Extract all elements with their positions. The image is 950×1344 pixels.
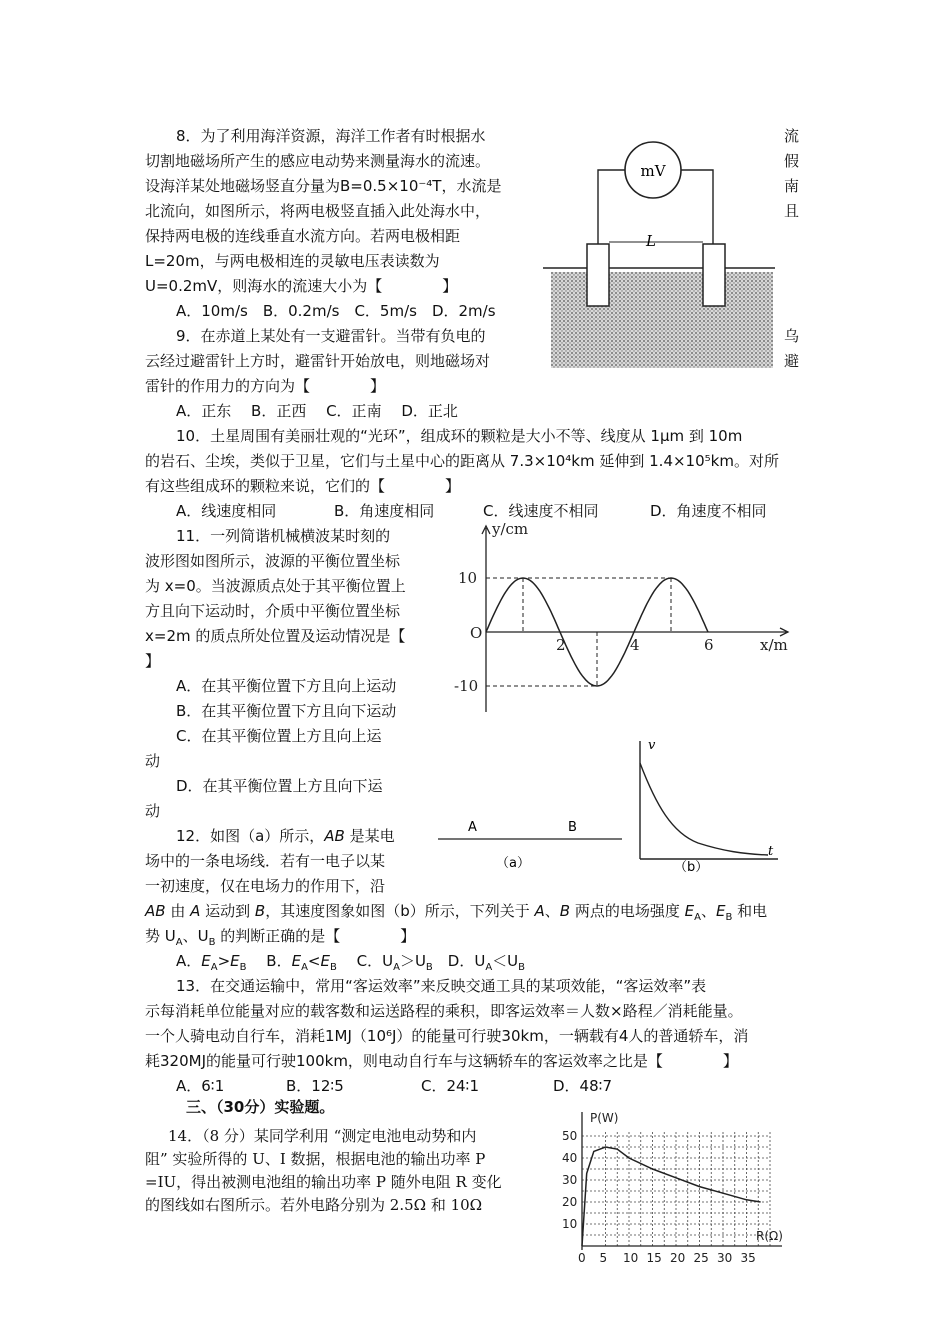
q11-line-1: 11．一列简谐机械横波某时刻的: [176, 527, 391, 545]
q8-right-2: 假: [784, 152, 800, 170]
q13-line-3: 一个人骑电动自行车，消耗1MJ（10⁶J）的能量可行驶30km，一辆载有4人的普通轿车，消: [145, 1027, 749, 1045]
x-tick-label: 20: [670, 1251, 686, 1265]
q9-options: A．正东 B．正西 C．正南 D．正北: [176, 402, 458, 420]
q14-line-1: 14．（8 分）某同学利用 “测定电池电动势和内: [168, 1127, 477, 1145]
q11-option-c-cont: 动: [145, 752, 161, 770]
q14-line-2: 阻” 实验所得的 U、I 数据，根据电池的输出功率 P: [145, 1150, 486, 1168]
q8-line-1: 8．为了利用海洋资源，海洋工作者有时根据水: [176, 127, 486, 145]
y-axis-label: y/cm: [492, 520, 529, 538]
q8-options: A．10m/s B．0.2m/s C．5m/s D．2m/s: [176, 302, 496, 320]
x-tick-label: 0: [578, 1251, 586, 1265]
velocity-curve: [640, 763, 768, 855]
q9-right-1: 乌: [784, 327, 800, 345]
wire: [681, 170, 713, 244]
point-a-label: A: [468, 820, 477, 835]
x-tick-label: 25: [693, 1251, 709, 1265]
q9-line-1: 9．在赤道上某处有一支避雷针。当带有负电的: [176, 327, 486, 345]
q11-line-3: 为 x=0。当波源质点处于其平衡位置上: [145, 577, 406, 595]
q8-line-2: 切割地磁场所产生的感应电动势来测量海水的流速。: [145, 152, 491, 170]
q10-line-1: 10．土星周围有美丽壮观的“光环”，组成环的颗粒是大小不等、线度从 1μm 到 10m: [176, 427, 743, 445]
q11-line-4: 方且向下运动时，介质中平衡位置坐标: [145, 602, 401, 620]
q9-right-2: 避: [784, 352, 800, 370]
q8-right-1: 流: [784, 127, 800, 145]
q13-option-b: B．12∶5: [286, 1077, 344, 1095]
q13-line-4: 耗320MJ的能量可行驶100km，则电动自行车与这辆轿车的客运效率之比是【 】: [145, 1052, 738, 1070]
q12-figure-a: [432, 815, 627, 875]
x-tick-label: 4: [630, 636, 640, 654]
q11-line-6: 】: [145, 652, 161, 670]
x-tick-label: 6: [704, 636, 714, 654]
q8-line-5: 保持两电极的连线垂直水流方向。若两电极相距: [145, 227, 461, 245]
voltmeter-label: mV: [640, 162, 666, 180]
t-axis-label: t: [768, 844, 774, 859]
x-tick-label: 35: [740, 1251, 756, 1265]
distance-label: L: [646, 232, 656, 250]
q8-line-4: 北流向，如图所示，将两电极竖直插入此处海水中，: [145, 202, 491, 220]
power-curve: [582, 1147, 761, 1246]
q12-figure-b: [628, 735, 788, 875]
seawater: [551, 272, 773, 368]
figure-a-caption: （a）: [496, 856, 530, 871]
q12-line-2: 场中的一条电场线．若有一电子以某: [145, 852, 386, 870]
x-tick-label: 10: [623, 1251, 639, 1265]
q10-line-3: 有这些组成环的颗粒来说，它们的【 】: [145, 477, 461, 495]
q8-figure: [543, 128, 775, 370]
q8-line-7: U=0.2mV，则海水的流速大小为【 】: [145, 277, 458, 295]
q14-power-chart: [556, 1108, 806, 1268]
q8-right-4: 且: [784, 202, 800, 220]
q12-line-3: 一初速度，仅在电场力的作用下，沿: [145, 877, 386, 895]
electrode-right: [703, 244, 725, 306]
q8-line-3: 设海洋某处地磁场竖直分量为B=0.5×10⁻⁴T，水流是: [145, 177, 502, 195]
q11-option-d: D．在其平衡位置上方且向下运: [176, 777, 383, 795]
x-tick-label: 15: [646, 1251, 662, 1265]
r-axis-label: R(Ω): [756, 1229, 783, 1243]
q11-line-2: 波形图如图所示，波源的平衡位置坐标: [145, 552, 401, 570]
wire: [598, 170, 625, 244]
q12-options: A．$E_A>E_B$ B．$E_A<E_B$ C．$U_A>U_B$ D．$U_A<U_B$: [176, 952, 526, 973]
y-tick-label: 10: [562, 1217, 578, 1231]
x-axis-label: x/m: [760, 636, 788, 654]
q8-line-6: L=20m，与两电极相连的灵敏电压表读数为: [145, 252, 440, 270]
v-axis-label: v: [648, 738, 656, 753]
q10-option-d: D．角速度不相同: [650, 502, 767, 520]
q11-option-a: A．在其平衡位置下方且向上运动: [176, 677, 397, 695]
q11-option-d-cont: 动: [145, 802, 161, 820]
y-tick-label: -10: [454, 677, 479, 695]
y-tick-label: 50: [562, 1129, 578, 1143]
q10-option-a: A．线速度相同: [176, 502, 277, 520]
q9-line-3: 雷针的作用力的方向为【 】: [145, 377, 386, 395]
q12-line-5: 势 $U_A$、$U_B$ 的判断正确的是【 】: [145, 927, 416, 948]
q13-option-c: C．24∶1: [421, 1077, 480, 1095]
q11-wave-chart: [450, 520, 795, 720]
origin-label: O: [470, 624, 483, 642]
q13-line-1: 13．在交通运输中，常用“客运效率”来反映交通工具的某项效能，“客运效率”表: [176, 977, 707, 995]
q11-option-b: B．在其平衡位置下方且向下运动: [176, 702, 397, 720]
y-tick-label: 40: [562, 1151, 578, 1165]
q14-line-3: =IU，得出被测电池组的输出功率 P 随外电阻 R 变化: [145, 1173, 502, 1191]
q9-line-2: 云经过避雷针上方时，避雷针开始放电，则地磁场对: [145, 352, 491, 370]
section-heading: 三、（30分）实验题。: [186, 1098, 335, 1116]
q10-line-2: 的岩石、尘埃，类似于卫星，它们与土星中心的距离从 7.3×10⁴km 延伸到 1.4×10⁵km。对所: [145, 452, 779, 470]
q11-option-c: C．在其平衡位置上方且向上运: [176, 727, 382, 745]
q13-line-2: 示每消耗单位能量对应的载客数和运送路程的乘积，即客运效率＝人数×路程／消耗能量。: [145, 1002, 743, 1020]
q11-line-5: x=2m 的质点所处位置及运动情况是【: [145, 627, 406, 645]
x-tick-label: 5: [599, 1251, 608, 1265]
q13-option-d: D．48∶7: [553, 1077, 613, 1095]
p-axis-label: P(W): [590, 1111, 619, 1125]
y-tick-label: 20: [562, 1195, 578, 1209]
y-tick-label: 30: [562, 1173, 578, 1187]
figure-b-caption: （b）: [674, 860, 709, 875]
point-b-label: B: [568, 820, 577, 835]
q8-right-3: 南: [784, 177, 800, 195]
y-tick-label: 10: [458, 569, 478, 587]
x-tick-label: 2: [556, 636, 566, 654]
q10-option-b: B．角速度相同: [334, 502, 435, 520]
q12-line-1: 12．如图（a）所示，AB 是某电: [176, 827, 395, 845]
q14-line-4: 的图线如右图所示。若外电路分别为 2.5Ω 和 10Ω: [145, 1196, 483, 1214]
electrode-left: [587, 244, 609, 306]
x-tick-label: 30: [717, 1251, 733, 1265]
q13-option-a: A．6∶1: [176, 1077, 225, 1095]
q12-line-4: AB 由 A 运动到 B，其速度图象如图（b）所示，下列关于 A、B 两点的电场强度 $E_A$、$E_B$ 和电: [145, 902, 768, 923]
q10-option-c: C．线速度不相同: [483, 502, 599, 520]
